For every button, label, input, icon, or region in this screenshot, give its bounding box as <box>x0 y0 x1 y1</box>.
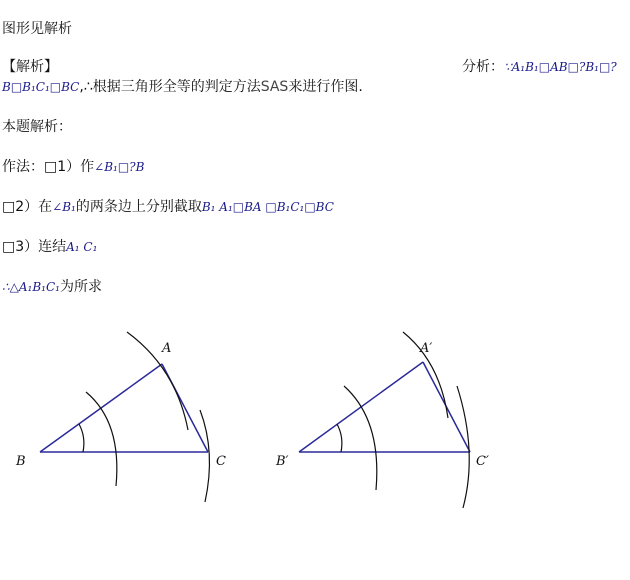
step2-prefix: □2）在 <box>2 199 53 215</box>
conclusion-text: 为所求 <box>59 279 102 295</box>
analysis-tail: 来进行作图. <box>288 79 363 95</box>
conclusion-expr: ∴△A₁B₁C₁ <box>2 280 60 294</box>
label-b: B <box>16 454 26 469</box>
small-angle-arc-prime <box>337 424 342 452</box>
label-a-prime: A′ <box>420 341 433 356</box>
step1-prefix: 作法：□1）作 <box>2 159 95 175</box>
analysis-sas: SAS <box>260 79 289 95</box>
label-c: C <box>216 454 226 469</box>
step2-mid: 的两条边上分别截取 <box>75 199 202 215</box>
step2-angle: ∠B₁ <box>52 200 76 214</box>
analysis-heading: 【解析】 <box>2 59 58 75</box>
step1-expr: ∠B₁□?B <box>94 160 145 174</box>
analysis-cont-text: ,∴根据三角形全等的判定方法 <box>79 79 261 95</box>
answer-line: 图形见解析 <box>2 21 72 37</box>
right-figure <box>275 332 489 508</box>
arc-through-a <box>127 332 188 430</box>
left-figure <box>15 332 226 502</box>
medium-compass-arc <box>86 392 117 486</box>
label-c-prime: C′ <box>476 454 489 469</box>
small-angle-arc <box>79 424 84 452</box>
analysis-cont-expr: B□B₁C₁□BC <box>2 80 80 94</box>
step2-expr: B₁ A₁□BA □B₁C₁□BC <box>201 200 334 214</box>
analysis-right-expr: ∵A₁B₁□AB□?B₁□? <box>504 60 617 74</box>
solution-title: 本题解析： <box>2 119 72 135</box>
step3-expr: A₁ C₁ <box>66 240 98 254</box>
label-a: A <box>162 341 172 356</box>
medium-compass-arc-prime <box>344 386 377 490</box>
arc-through-c <box>200 410 209 502</box>
step3-prefix: □3）连结 <box>2 239 67 255</box>
analysis-label: 分析： <box>462 59 504 75</box>
label-b-prime: B′ <box>276 454 289 469</box>
